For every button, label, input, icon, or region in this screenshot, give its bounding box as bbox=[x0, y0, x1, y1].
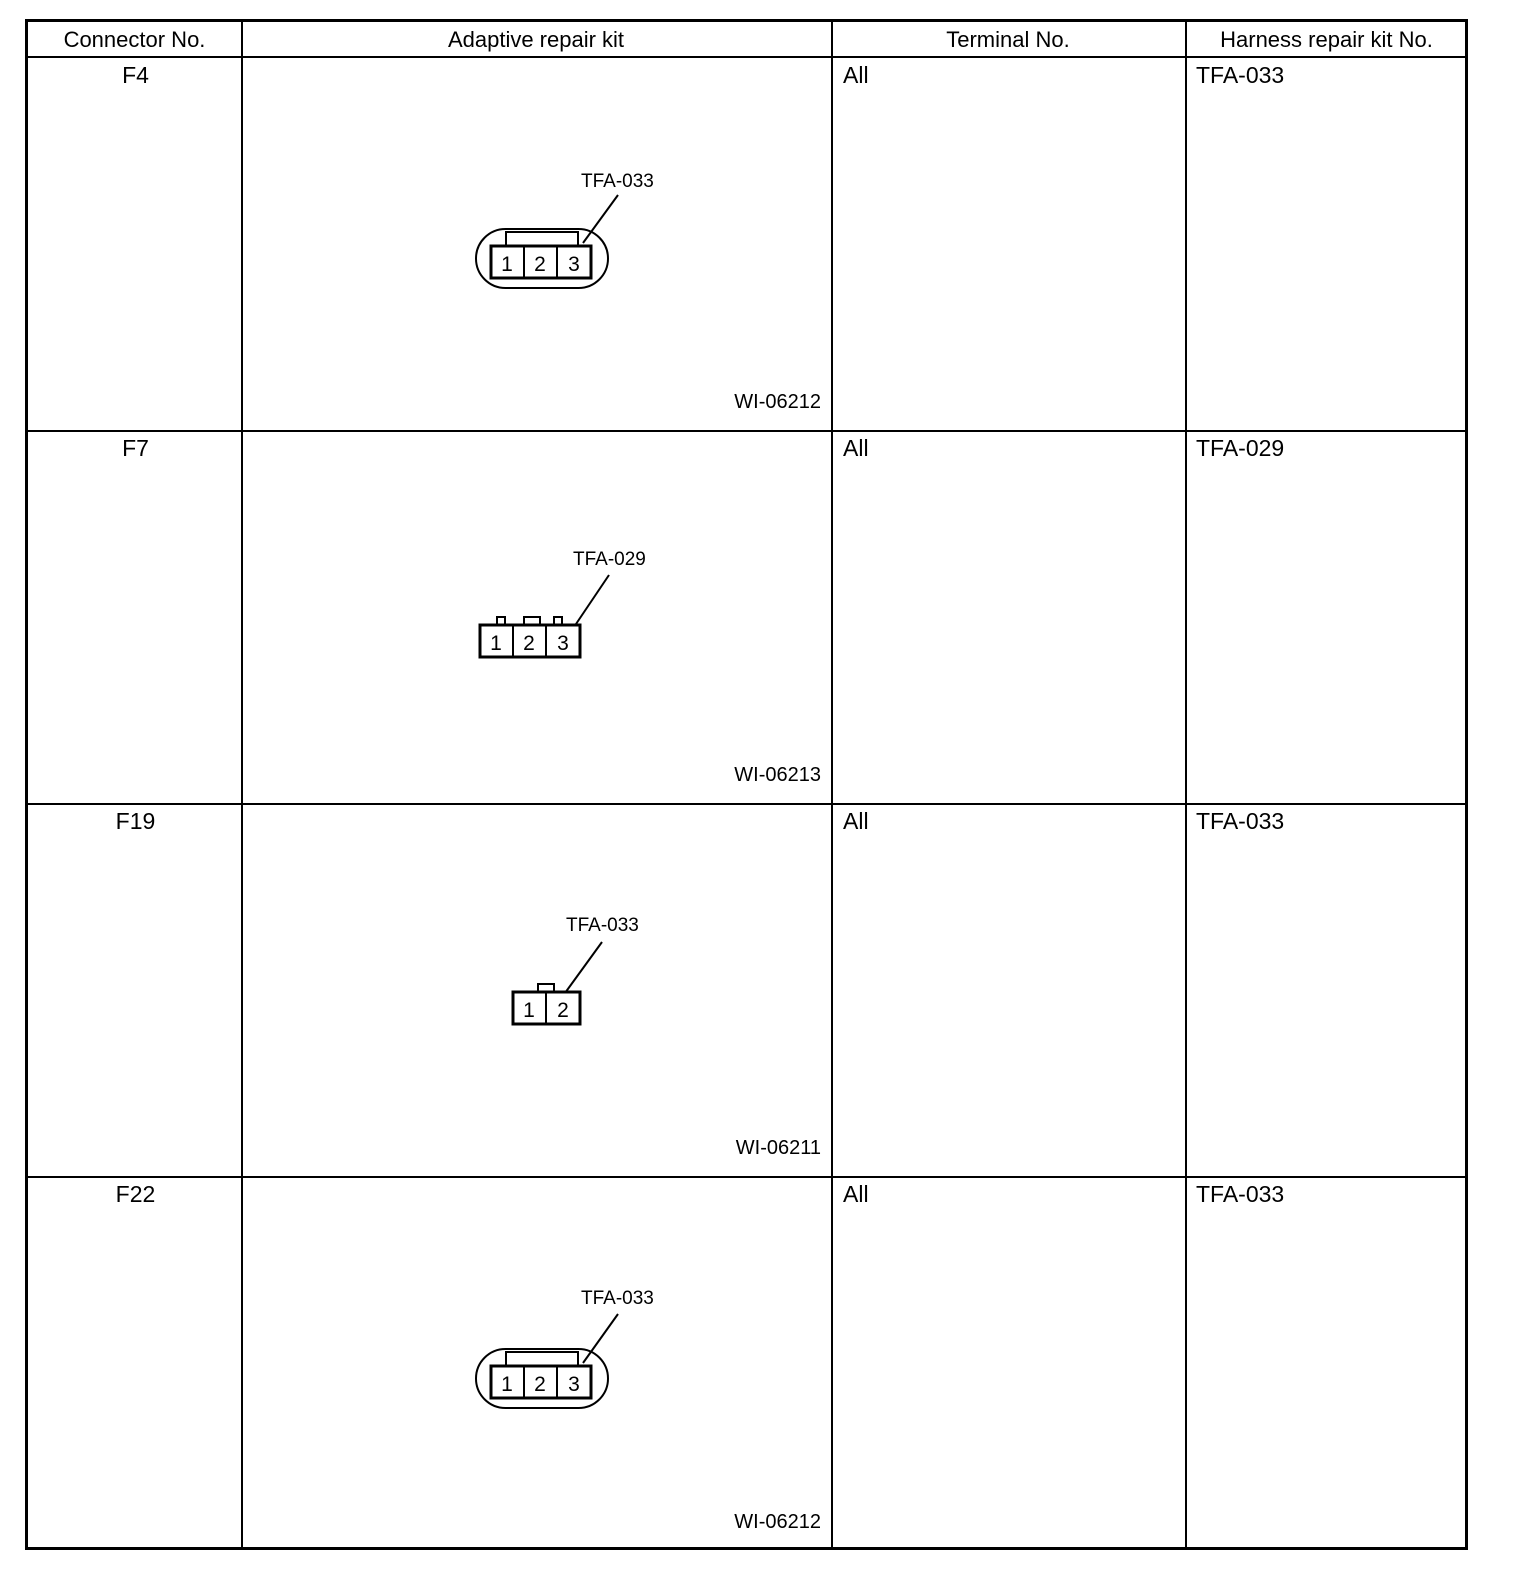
figure-id: WI-06213 bbox=[734, 764, 821, 786]
pin-label: 1 bbox=[501, 1373, 513, 1396]
header-harness-repair-kit-no: Harness repair kit No. bbox=[1220, 27, 1433, 52]
harness-repair-kit-no: TFA-033 bbox=[1196, 1181, 1285, 1207]
pin-label: 2 bbox=[534, 253, 546, 276]
connector-figure bbox=[243, 1178, 833, 1550]
figure-id: WI-06211 bbox=[735, 1137, 821, 1159]
terminal-no: All bbox=[843, 1181, 869, 1207]
harness-repair-kit-no: TFA-029 bbox=[1196, 435, 1285, 461]
figure-id: WI-06212 bbox=[734, 1511, 821, 1533]
connector-oval-3pin-drawing bbox=[243, 1178, 833, 1550]
pin-label: 1 bbox=[523, 999, 535, 1022]
pin-label: 2 bbox=[534, 1373, 546, 1396]
pin-label: 3 bbox=[557, 632, 569, 655]
connector-no: F22 bbox=[115, 1181, 156, 1207]
figure-callout: TFA-029 bbox=[573, 549, 646, 570]
connector-figure bbox=[243, 432, 833, 803]
connector-figure bbox=[243, 58, 833, 430]
figure-callout: TFA-033 bbox=[581, 171, 654, 192]
connector-tabbed-3pin-drawing bbox=[243, 432, 833, 803]
harness-repair-kit-no: TFA-033 bbox=[1196, 808, 1285, 834]
figure-id: WI-06212 bbox=[734, 391, 821, 413]
header-adaptive-repair-kit: Adaptive repair kit bbox=[447, 27, 625, 52]
pin-label: 2 bbox=[523, 632, 535, 655]
terminal-no: All bbox=[843, 808, 869, 834]
figure-callout: TFA-033 bbox=[581, 1288, 654, 1309]
harness-repair-kit-no: TFA-033 bbox=[1196, 62, 1285, 88]
pin-label: 2 bbox=[557, 999, 569, 1022]
pin-label: 1 bbox=[501, 253, 513, 276]
pin-label: 3 bbox=[568, 253, 580, 276]
connector-no: F4 bbox=[122, 62, 149, 88]
terminal-no: All bbox=[843, 62, 869, 88]
header-terminal-no: Terminal No. bbox=[946, 27, 1070, 52]
pin-label: 3 bbox=[568, 1373, 580, 1396]
connector-small-2pin-drawing bbox=[243, 805, 833, 1176]
repair-kit-table bbox=[25, 19, 1468, 1550]
header-connector-no: Connector No. bbox=[63, 27, 206, 52]
connector-oval-3pin-drawing bbox=[243, 58, 833, 430]
connector-figure bbox=[243, 805, 833, 1176]
column-divider bbox=[1185, 22, 1187, 1547]
connector-no: F7 bbox=[122, 435, 149, 461]
terminal-no: All bbox=[843, 435, 869, 461]
pin-label: 1 bbox=[490, 632, 502, 655]
figure-callout: TFA-033 bbox=[566, 915, 639, 936]
connector-no: F19 bbox=[115, 808, 156, 834]
